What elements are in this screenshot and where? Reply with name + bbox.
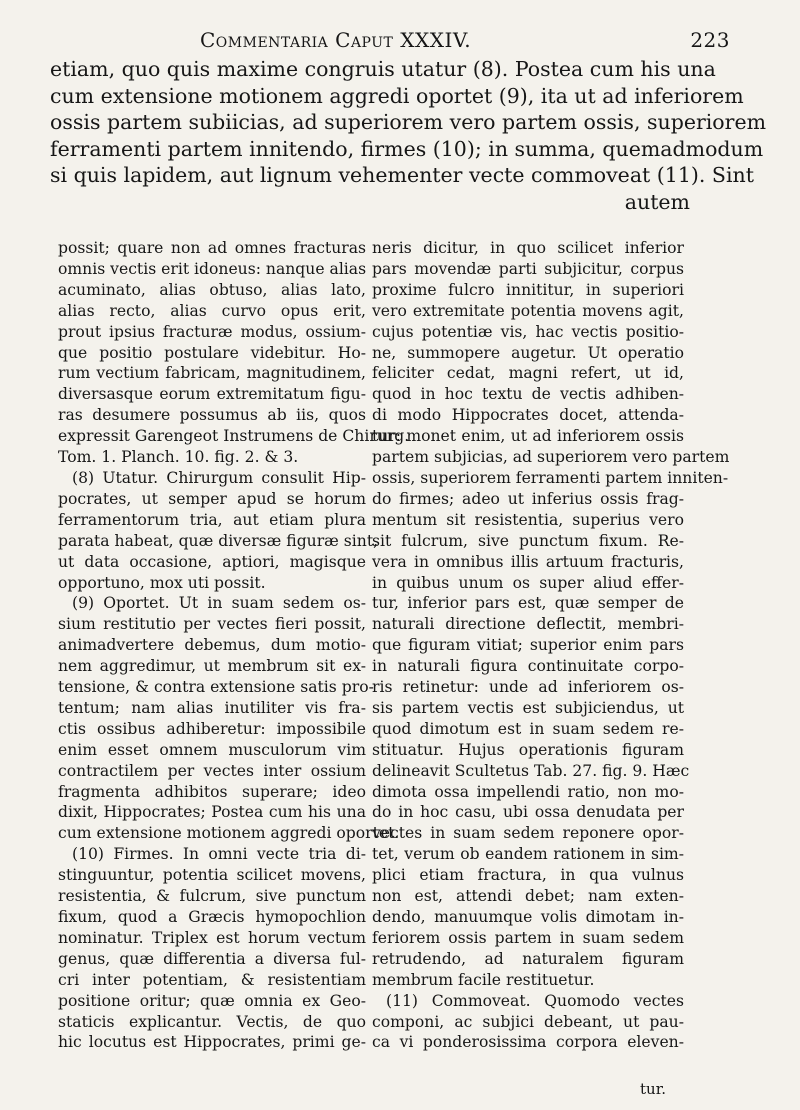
commentary-line: plici etiam fractura, in qua vulnus: [372, 866, 684, 885]
commentary-line: quod in hoc textu de vectis adhiben-: [372, 385, 684, 404]
commentary-line: vero extremitate potentia movens agit,: [372, 301, 684, 320]
commentary-line: non est, attendi debet; nam exten-: [372, 887, 684, 906]
commentary-line: feliciter cedat, magni refert, ut id,: [372, 364, 684, 383]
commentary-line: (10) Firmes. In omni vecte tria di-: [72, 845, 366, 864]
main-line: cum extensione motionem aggredi oportet (9), ita ut ad inferiorem: [50, 83, 744, 108]
commentary-line: ca vi ponderosissima corpora eleven-: [372, 1033, 684, 1052]
commentary-line: contractilem per vectes inter ossium: [58, 761, 366, 780]
commentary-line: positione oritur; quæ omnia ex Geo-: [58, 991, 366, 1010]
commentary-line: que figuram vitiat; superior enim pars: [372, 636, 684, 655]
commentary-line: prout ipsius fracturæ modus, ossium-: [58, 322, 366, 341]
main-line: etiam, quo quis maxime congruis utatur (8). Postea cum his una: [50, 57, 716, 81]
commentary-line: vectes in suam sedem reponere opor-: [372, 824, 684, 843]
commentary-line: dendo, manuumque volis dimotam in-: [372, 908, 684, 926]
commentary-line: fixum, quod a Græcis hymopochlion: [58, 908, 366, 926]
commentary-line: dixit, Hippocrates; Postea cum his una: [58, 803, 366, 822]
commentary-line: do firmes; adeo ut inferius ossis frag-: [372, 489, 684, 508]
commentary-line: ris retinetur: unde ad inferiorem os-: [372, 678, 684, 697]
left-commentary-column: [58, 238, 410, 1053]
commentary-line: expressit Garengeot Instrumens de Chirurg.: [58, 427, 410, 446]
commentary-line: in quibus unum os super aliud effer-: [372, 573, 684, 592]
commentary-line: ctis ossibus adhiberetur: impossibile: [58, 719, 366, 738]
commentary-line: fragmenta adhibitos superare; ideo: [58, 782, 366, 801]
commentary-line: dimota ossa impellendi ratio, non mo-: [372, 782, 684, 801]
commentary-line: tentum; nam alias inutiliter vis fra-: [58, 698, 366, 717]
commentary-line: quod dimotum est in suam sedem re-: [372, 719, 684, 738]
commentary-line: staticis explicantur. Vectis, de quo: [58, 1012, 366, 1031]
commentary-line: tur: monet enim, ut ad inferiorem ossis: [372, 427, 684, 446]
main-line: ossis partem subiicias, ad superiorem vero partem ossis, superiorem: [50, 110, 767, 134]
commentary-line: ras desumere possumus ab iis, quos: [58, 406, 366, 425]
commentary-line: ferramentorum tria, aut etiam plura: [58, 510, 366, 529]
commentary-line: (9) Oportet. Ut in suam sedem os-: [72, 594, 366, 613]
commentary-line: di modo Hippocrates docet, attenda-: [372, 406, 684, 425]
commentary-line: pars movendæ parti subjicitur, corpus: [372, 259, 684, 278]
commentary-line: opportuno, mox uti possit.: [58, 573, 266, 592]
commentary-line: diversasque eorum extremitatum figu-: [58, 385, 366, 404]
commentary-line: stinguuntur, potentia scilicet movens,: [58, 866, 366, 885]
commentary-line: vera in omnibus illis artuum fracturis,: [372, 552, 684, 571]
commentary-line: sium restitutio per vectes fieri possit,: [58, 615, 366, 634]
main-text-block: [50, 56, 767, 215]
commentary-line: componi, ac subjici debeant, ut pau-: [372, 1012, 684, 1031]
commentary-line: parata habeat, quæ diversæ figuræ sint,: [58, 531, 379, 550]
main-line: si quis lapidem, aut lignum vehementer vecte commoveat (11). Sint: [50, 163, 754, 187]
commentary-line: acuminato, alias obtuso, alias lato,: [58, 280, 366, 299]
commentary-line: animadvertere debemus, dum motio-: [58, 636, 366, 655]
commentary-line: sis partem vectis est subjiciendus, ut: [372, 698, 684, 717]
main-line-catch: autem: [624, 189, 690, 214]
commentary-line: genus, quæ differentia a diversa ful-: [58, 949, 366, 968]
commentary-line: (11) Commoveat. Quomodo vectes: [386, 991, 684, 1010]
commentary-line: tet, verum ob eandem rationem in sim-: [372, 845, 684, 864]
commentary-line: proxime fulcro innititur, in superiori: [372, 280, 684, 299]
catchword: tur.: [640, 1080, 666, 1098]
commentary-line: Tom. 1. Planch. 10. fig. 2. & 3.: [58, 448, 299, 467]
commentary-line: retrudendo, ad naturalem figuram: [372, 949, 684, 968]
commentary-line: stituatur. Hujus operationis figuram: [372, 740, 684, 759]
commentary-line: partem subjicias, ad superiorem vero partem: [372, 448, 730, 467]
commentary-line: do in hoc casu, ubi ossa denudata per: [372, 803, 684, 822]
commentary-line: cri inter potentiam, & resistentiam: [58, 970, 366, 989]
commentary-line: feriorem ossis partem in suam sedem: [372, 928, 684, 947]
commentary-line: tur, inferior pars est, quæ semper de: [372, 594, 684, 613]
commentary-line: nem aggredimur, ut membrum sit ex-: [58, 657, 366, 676]
commentary-line: ut data occasione, aptiori, magisque: [58, 552, 366, 571]
commentary-line: sit fulcrum, sive punctum fixum. Re-: [372, 531, 684, 550]
commentary-line: nominatur. Triplex est horum vectum: [58, 928, 366, 947]
commentary-line: cum extensione motionem aggredi oportet.: [58, 824, 400, 843]
commentary-line: pocrates, ut semper apud se horum: [58, 489, 366, 508]
commentary-line: alias recto, alias curvo opus erit,: [58, 301, 366, 320]
commentary-line: naturali directione deflectit, membri-: [372, 615, 684, 634]
right-commentary-column: [372, 238, 730, 1053]
running-title: Commentaria Caput XXXIV.: [200, 28, 472, 52]
commentary-line: tensione, & contra extensione satis pro-: [58, 678, 374, 697]
commentary-line: in naturali figura continuitate corpo-: [372, 657, 684, 676]
commentary-line: cujus potentiæ vis, hac vectis positio-: [372, 322, 684, 341]
main-line: ferramenti partem innitendo, firmes (10); in summa, quemadmodum: [50, 136, 764, 161]
commentary-line: neris dicitur, in quo scilicet inferior: [372, 239, 684, 257]
page-number: 223: [690, 28, 730, 52]
commentary-line: omnis vectis erit idoneus: nanque alias: [58, 259, 367, 278]
commentary-line: rum vectium fabricam, magnitudinem,: [58, 364, 366, 383]
commentary-line: (8) Utatur. Chirurgum consulit Hip-: [72, 468, 366, 487]
commentary-line: ossis, superiorem ferramenti partem inniten-: [372, 468, 729, 487]
commentary-line: delineavit Scultetus Tab. 27. fig. 9. Hæc: [372, 761, 690, 780]
commentary-line: resistentia, & fulcrum, sive punctum: [58, 887, 366, 906]
commentary-line: mentum sit resistentia, superius vero: [372, 510, 684, 529]
commentary-line: ne, summopere augetur. Ut operatio: [372, 343, 684, 362]
commentary-line: enim esset omnem musculorum vim: [58, 740, 366, 759]
commentary-line: que positio postulare videbitur. Ho-: [58, 343, 366, 362]
commentary-line: hic locutus est Hippocrates, primi ge-: [58, 1033, 366, 1052]
commentary-line: possit; quare non ad omnes fracturas: [58, 239, 366, 257]
page-header: [150, 26, 730, 56]
commentary-line: membrum facile restituetur.: [372, 970, 595, 989]
